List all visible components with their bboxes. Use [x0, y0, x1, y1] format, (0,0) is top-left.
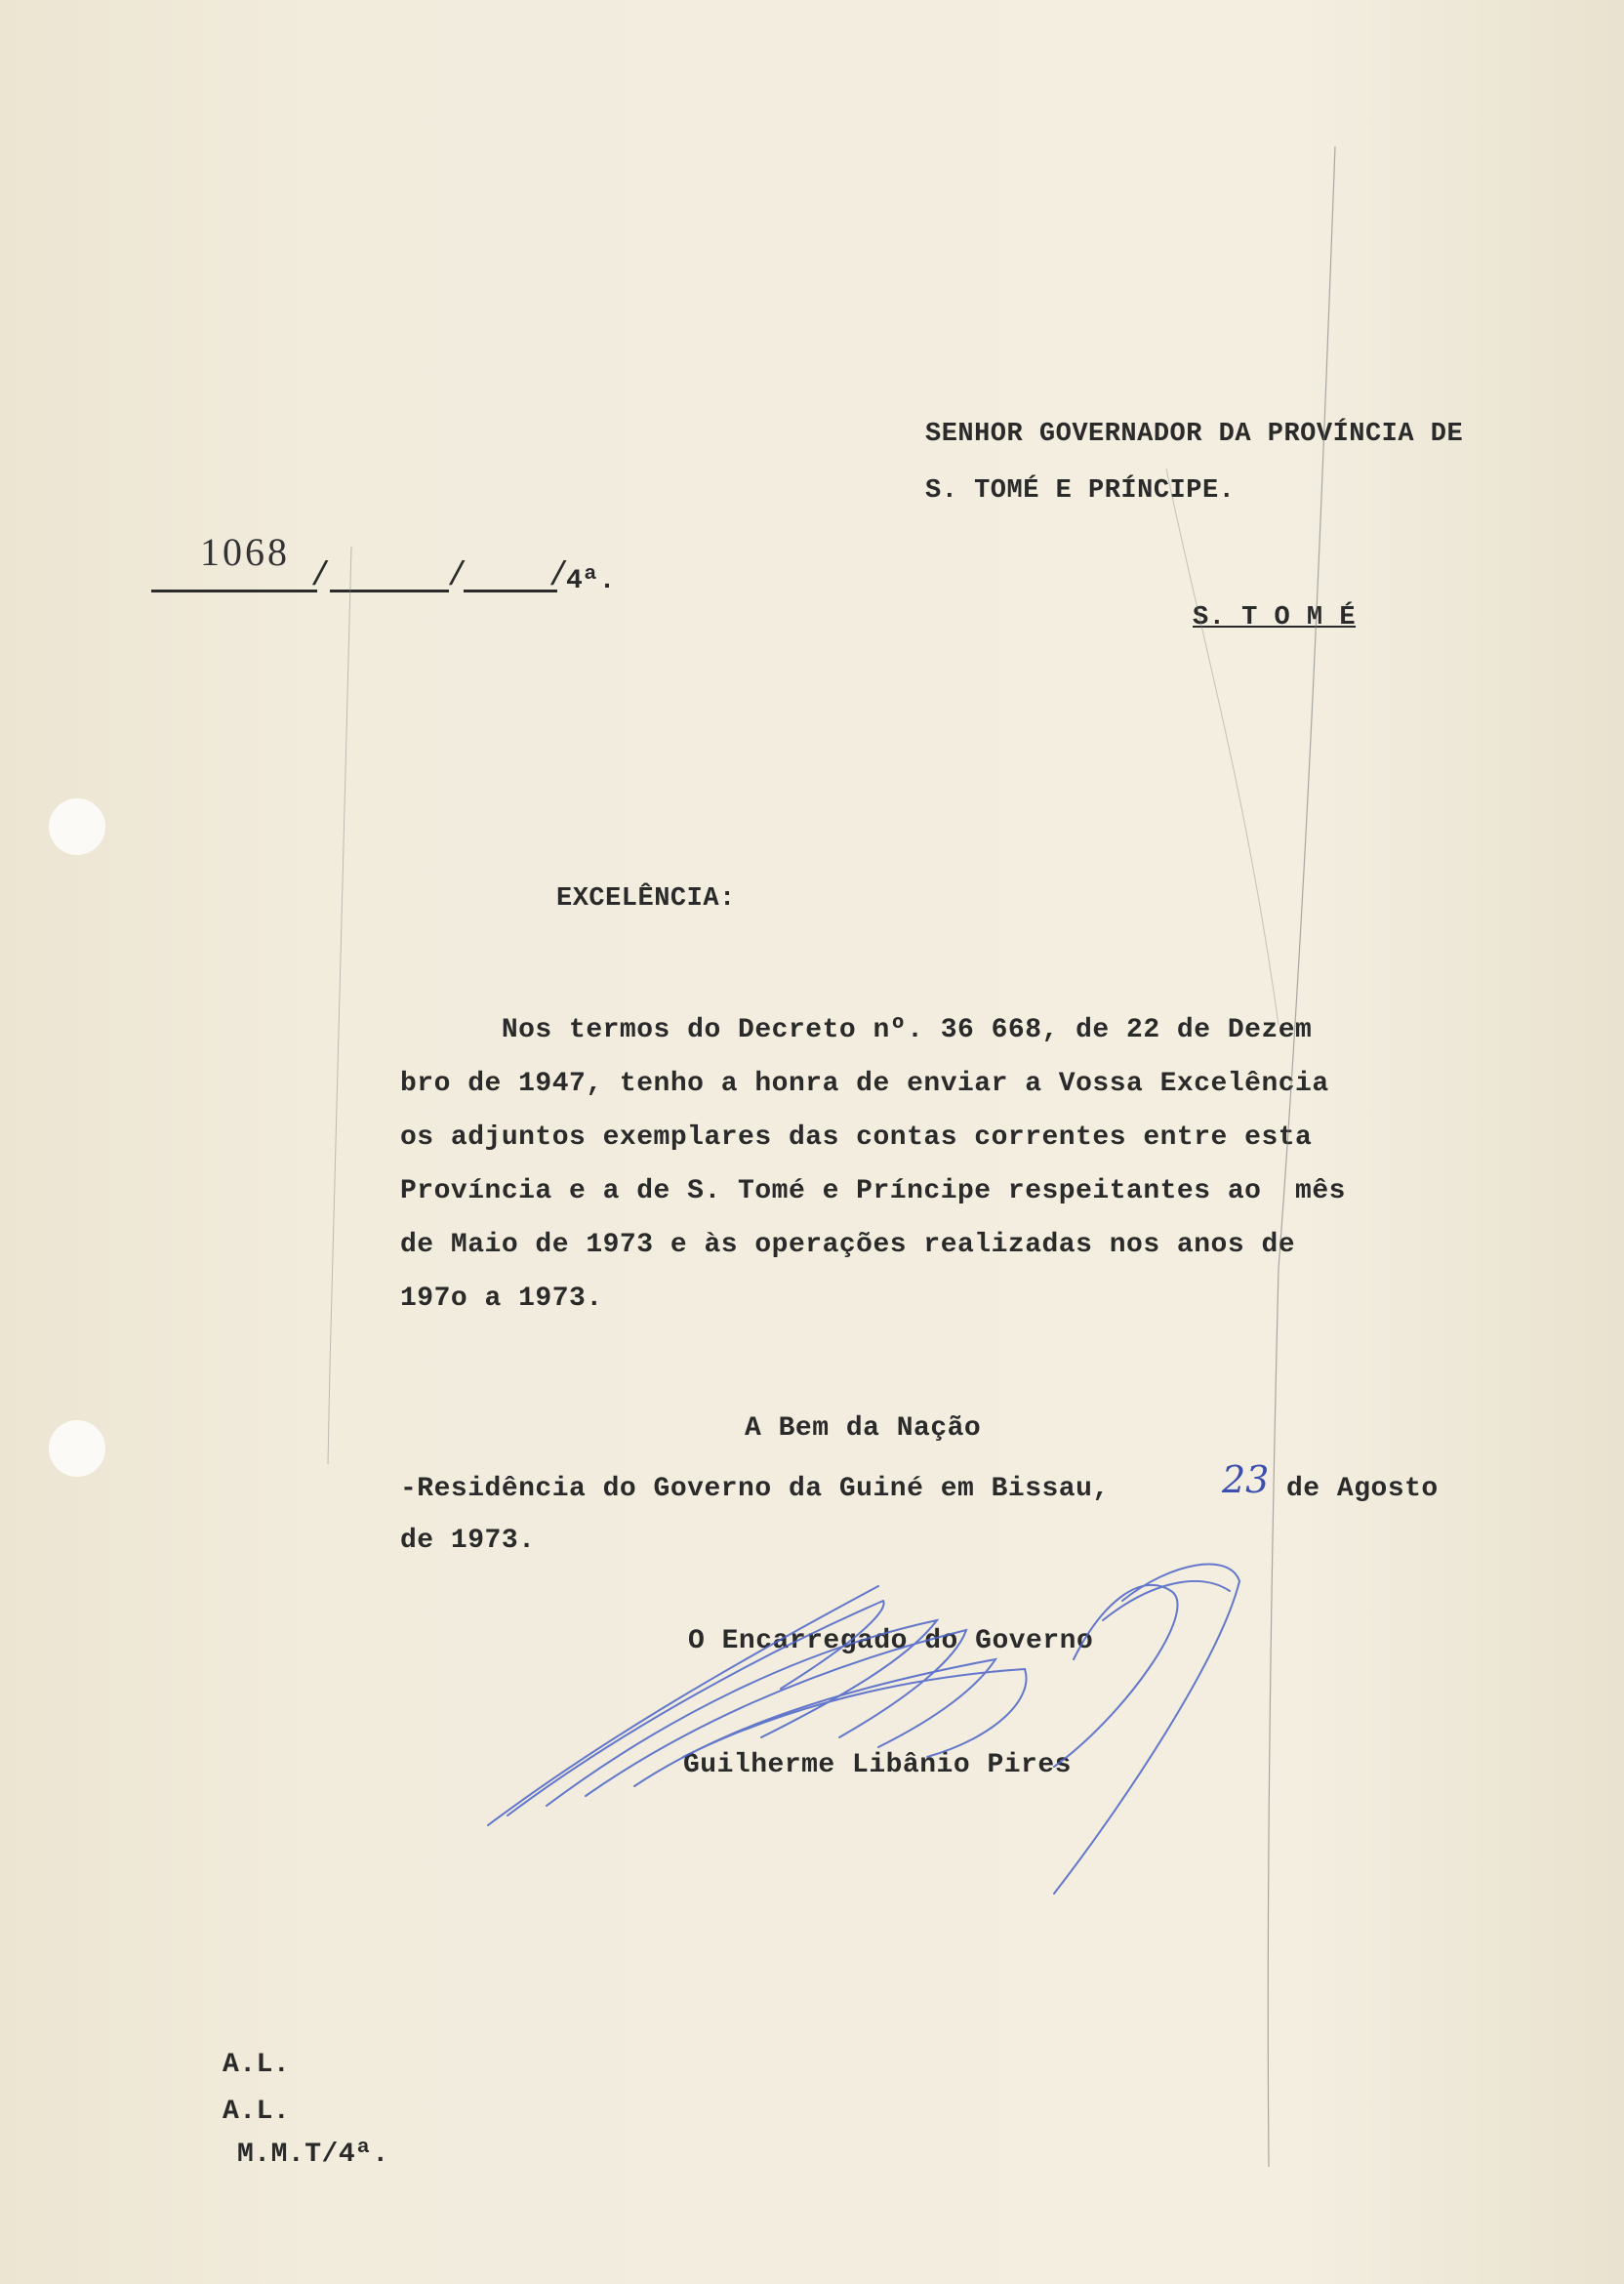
handwritten-day: 23: [1222, 1458, 1270, 1501]
addressee-place: S. T O M É: [1193, 603, 1357, 632]
body-line-6: 197o a 1973.: [400, 1284, 603, 1314]
pencil-line-left: [328, 547, 351, 1464]
footer-code-2: A.L.: [223, 2097, 291, 2127]
closing-place: -Residência do Governo da Guiné em Bissau,: [400, 1474, 1110, 1504]
body-line-1: Nos termos do Decreto nº. 36 668, de 22 de Dezem: [400, 1015, 1313, 1045]
footer-code-3: M.M.T/4ª.: [237, 2140, 389, 2170]
footer-code-1: A.L.: [223, 2050, 291, 2080]
punch-hole-top: [49, 798, 105, 855]
reference-slash-2: /: [447, 558, 467, 595]
reference-slash-1: /: [310, 558, 331, 595]
closing-date: de Agosto: [1286, 1474, 1439, 1504]
body-line-5: de Maio de 1973 e às operações realizadas nos anos de: [400, 1230, 1296, 1260]
closing-year: de 1973.: [400, 1526, 536, 1556]
punch-hole-bottom: [49, 1420, 105, 1477]
body-line-4: Província e a de S. Tomé e Príncipe respeitantes ao mês: [400, 1176, 1346, 1206]
reference-slash-3: /: [548, 558, 569, 595]
signatory-name: Guilherme Libânio Pires: [683, 1750, 1072, 1780]
reference-rule-3: [464, 590, 557, 592]
addressee-line-1: SENHOR GOVERNADOR DA PROVÍNCIA DE: [925, 420, 1464, 449]
pencil-line-fold: [1166, 469, 1279, 1025]
signature-scribble: [488, 1565, 1239, 1894]
body-line-2: bro de 1947, tenho a honra de enviar a Vossa Excelência: [400, 1069, 1329, 1099]
body-line-3: os adjuntos exemplares das contas correntes entre esta: [400, 1122, 1313, 1153]
reference-rule-1: [151, 590, 317, 592]
salutation: EXCELÊNCIA:: [556, 884, 736, 914]
signatory-role: O Encarregado do Governo: [688, 1626, 1094, 1656]
pencil-line-right: [1268, 146, 1335, 2167]
closing-motto: A Bem da Nação: [745, 1413, 982, 1444]
reference-number: 1068: [200, 530, 290, 574]
reference-rule-2: [330, 590, 449, 592]
reference-suffix: 4ª.: [566, 566, 616, 596]
addressee-line-2: S. TOMÉ E PRÍNCIPE.: [925, 476, 1236, 506]
